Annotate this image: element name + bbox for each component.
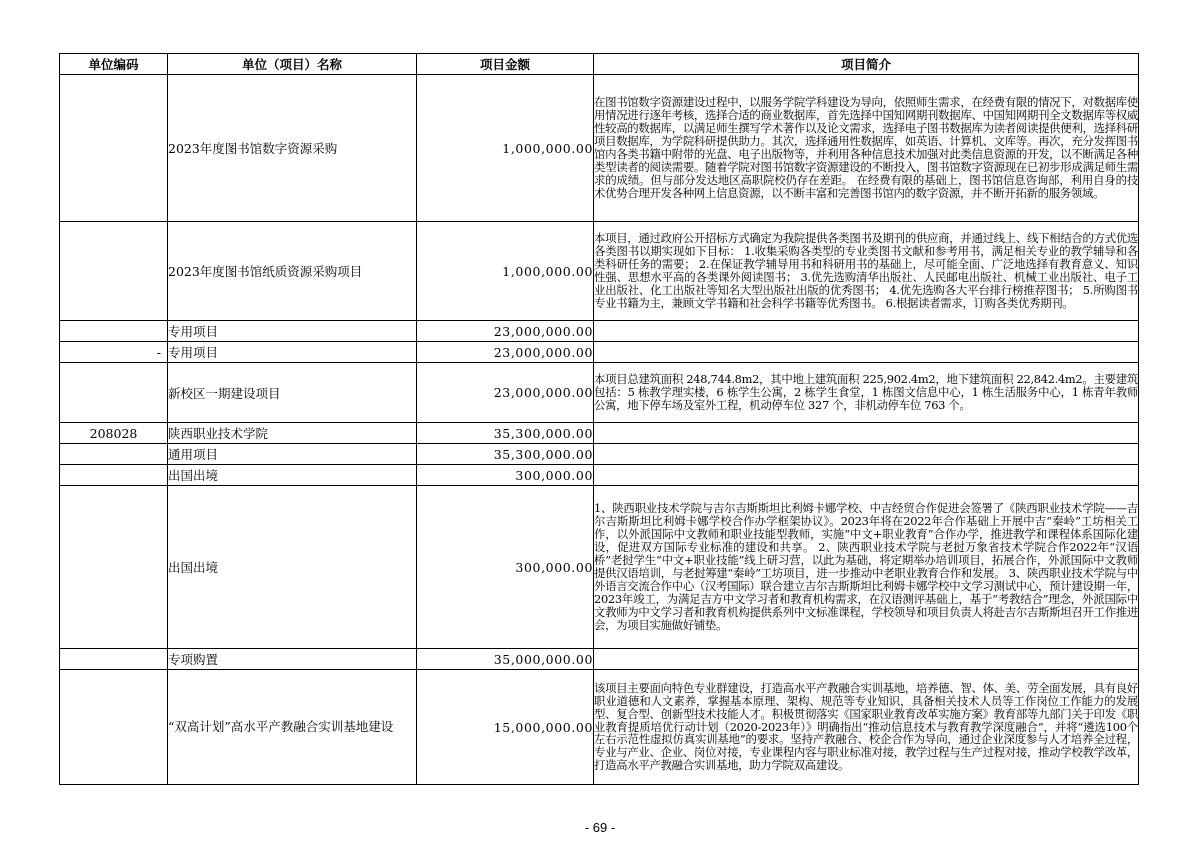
header-amount: 项目金额 [417, 54, 594, 75]
project-name-cell: 出国出境 [168, 486, 417, 649]
header-unit-code: 单位编码 [60, 54, 168, 75]
project-name-cell: 专用项目 [168, 321, 417, 342]
table-row [60, 75, 1139, 222]
amount-cell: 15,000,000.00 [417, 670, 594, 785]
table-row [60, 486, 1139, 649]
unit-code-cell [60, 465, 168, 486]
unit-code-cell [60, 321, 168, 342]
table-row [60, 342, 1139, 363]
unit-code-cell: 208028 [60, 423, 168, 444]
description-cell: 本项目，通过政府公开招标方式确定为我院提供各类图书及期刊的供应商，并通过线上、线下相结合的方式优选各类图书以期实现如下目标： 1.收集采购各类型的专业类图书文献和参考用书，满足相关专业的教学辅导和各类科研任务的需要； 2.在保证教学辅导用书和科研用书的基础上，尽可能全面、广泛地选择有教育意义、知识性强、思想水平高的各类课外阅读图书； 3.优先选购清华出版社、人民邮电出版社、机械工业出版社、电子工业出版社、化工出版社等知名大型出版社出版的优秀图书； 4.优先选购各大平台排行榜推荐图书； 5.所购图书专业书籍为主，兼顾文学书籍和社会科学书籍等优秀图书。 6.根据读者需求，订购各类优秀期刊。 [594, 222, 1139, 321]
table-row [60, 222, 1139, 321]
amount-cell: 300,000.00 [417, 465, 594, 486]
table-row [60, 321, 1139, 342]
project-name-cell: 通用项目 [168, 444, 417, 465]
amount-cell: 1,000,000.00 [417, 222, 594, 321]
project-name-cell: “双高计划”高水平产教融合实训基地建设 [168, 670, 417, 785]
description-cell [594, 649, 1139, 670]
amount-cell: 23,000,000.00 [417, 321, 594, 342]
table-row [60, 465, 1139, 486]
description-cell: 1、陕西职业技术学院与吉尔吉斯斯坦比利姆卡娜学校、中吉经贸合作促进会签署了《陕西职业技术学院——吉尔吉斯斯坦比利姆卡娜学校合作办学框架协议》。2023年将在2022年合作基础上开展中吉“秦岭”工坊相关工作，以外派国际中文教师和职业技能型教师，实施“中文+职业教育”合作办学，推进教学和课程体系国际化建设，促进双方国际专业标准的建设和共享。 2、陕西职业技术学院与老挝万象省技术学院合作2022年“汉语桥”老挝学生“中文+职业技能”线上研习营，以此为基础，将定期举办培训项目，拓展合作，外派国际中文教师提供汉语培训，与老挝筹建“秦岭”工坊项目，进一步推动中老职业教育合作和发展。 3、陕西职业技术学院与中外语言交流合作中心（汉考国际）联合建立吉尔吉斯斯坦比利姆卡娜学校中文学习测试中心，预计建设期一年，2023年竣工，为满足吉方中文学习者和教育机构需求，在汉语测评基础上，基于“考教结合”理念，外派国际中文教师为中文学习者和教育机构提供系列中文标准课程，学校领导和项目负责人将赴吉尔吉斯斯坦召开工作推进会，为项目实施做好铺垫。 [594, 486, 1139, 649]
table-row [60, 363, 1139, 423]
amount-cell: 35,000,000.00 [417, 649, 594, 670]
page-number: - 69 - [584, 820, 616, 835]
unit-code-cell: - [60, 342, 168, 363]
table-row [60, 423, 1139, 444]
unit-code-cell [60, 649, 168, 670]
amount-cell: 300,000.00 [417, 486, 594, 649]
project-name-cell: 出国出境 [168, 465, 417, 486]
unit-code-cell [60, 75, 168, 222]
project-name-cell: 专用项目 [168, 342, 417, 363]
project-name-cell: 专项购置 [168, 649, 417, 670]
project-name-cell: 陕西职业技术学院 [168, 423, 417, 444]
header-unit-name: 单位（项目）名称 [168, 54, 417, 75]
project-name-cell: 新校区一期建设项目 [168, 363, 417, 423]
amount-cell: 35,300,000.00 [417, 423, 594, 444]
unit-code-cell [60, 363, 168, 423]
description-cell [594, 465, 1139, 486]
table-row [60, 444, 1139, 465]
project-budget-table [59, 53, 1139, 785]
project-name-cell: 2023年度图书馆数字资源采购 [168, 75, 417, 222]
description-cell: 该项目主要面向特色专业群建设，打造高水平产教融合实训基地，培养德、智、体、美、劳全面发展，具有良好职业道德和人文素养，掌握基本原理、架构、规范等专业知识，具备相关技术人员等工作岗位工作能力的发展型、复合型、创新型技术技能人才。积极贯彻落实《国家职业教育改革实施方案》教育部等九部门关于印发《职业教育提质培优行动计划（2020-2023年）》明确指出“推动信息技术与教育教学深度融合”，并将“遴选100个左右示范性虚拟仿真实训基地”的要求。坚持产教融合、校企合作为导向，通过企业深度参与人才培养全过程，专业与产业、企业、岗位对接，专业课程内容与职业标准对接，教学过程与生产过程对接，推动学校教学改革，打造高水平产教融合实训基地，助力学院双高建设。 [594, 670, 1139, 785]
description-cell: 本项目总建筑面积 248,744.8m2，其中地上建筑面积 225,902.4m2，地下建筑面积 22,842.4m2。主要建筑包括：5 栋教学理实楼，6 栋学生公寓，2 栋学生食堂，1 栋图文信息中心，1 栋生活服务中心，1 栋青年教师公寓，地下停车场及室外工程，机动停车位 327 个，非机动停车位 763 个。 [594, 363, 1139, 423]
description-cell [594, 444, 1139, 465]
unit-code-cell [60, 670, 168, 785]
amount-cell: 23,000,000.00 [417, 363, 594, 423]
table-row [60, 670, 1139, 785]
amount-cell: 1,000,000.00 [417, 75, 594, 222]
unit-code-cell [60, 444, 168, 465]
table-header-row [60, 54, 1139, 75]
table-row [60, 649, 1139, 670]
project-name-cell: 2023年度图书馆纸质资源采购项目 [168, 222, 417, 321]
unit-code-cell [60, 486, 168, 649]
description-cell [594, 342, 1139, 363]
description-cell [594, 321, 1139, 342]
description-cell [594, 423, 1139, 444]
header-description: 项目简介 [594, 54, 1139, 75]
description-cell: 在图书馆数字资源建设过程中，以服务学院学科建设为导向，依照师生需求，在经费有限的情况下，对数据库使用情况进行逐年考核，选择合适的商业数据库，首先选择中国知网期刊数据库、中国知网期刊全文数据库等权威性较高的数据库，以满足师生撰写学术著作以及论文需求，选择电子图书数据库为读者阅读提供便利，选择科研项目数据库，为学院科研提供助力。其次，选择通用性数据库，如英语、计算机、文库等。再次，充分发挥图书馆内各类书籍中附带的光盘、电子出版物等，并利用各种信息技术加强对此类信息资源的开发，以不断满足各种类型读者的阅读需要。随着学院对图书馆数字资源建设的不断投入，图书馆数字资源现在已初步形成满足师生需求的成绩。但与部分发达地区高职院校仍存在差距。 在经费有限的基础上，图书馆信息咨询部，利用自身的技术优势合理开发各种网上信息资源，以不断丰富和完善图书馆内的数字资源，并不断开拓新的服务领域。 [594, 75, 1139, 222]
amount-cell: 23,000,000.00 [417, 342, 594, 363]
unit-code-cell [60, 222, 168, 321]
amount-cell: 35,300,000.00 [417, 444, 594, 465]
